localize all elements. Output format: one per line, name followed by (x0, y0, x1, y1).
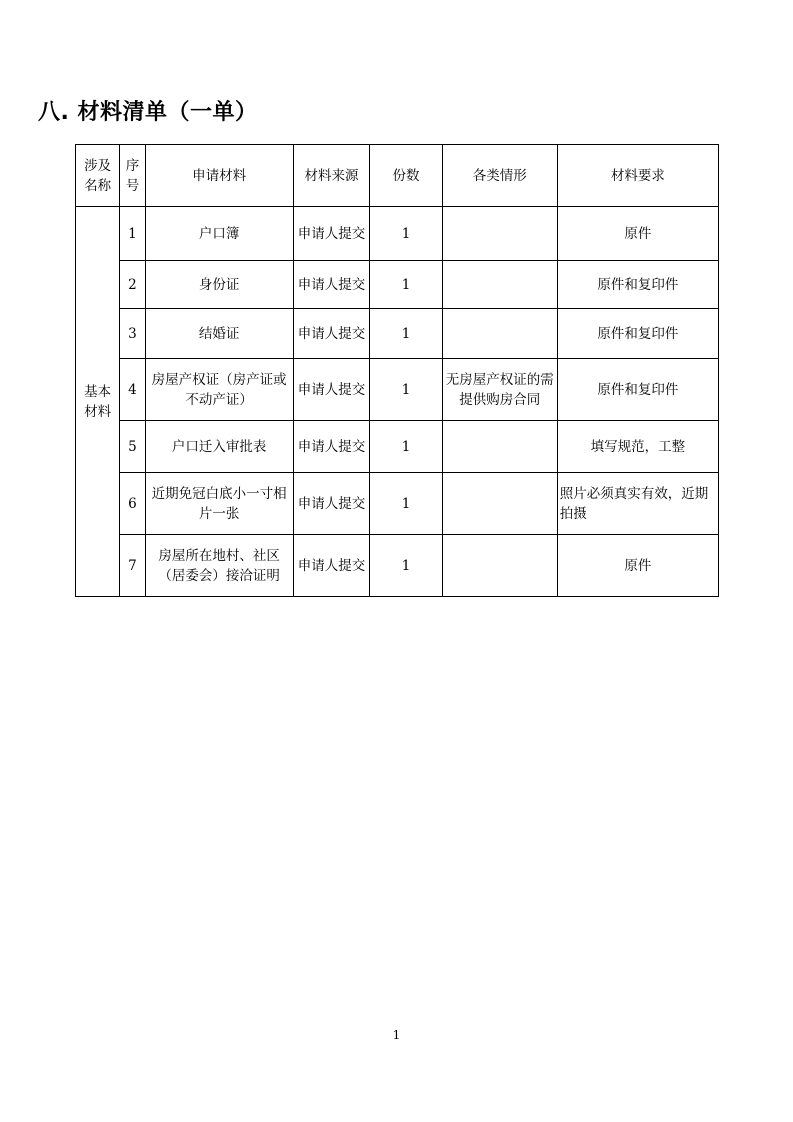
header-name: 申请材料 (145, 145, 293, 207)
table-row (76, 535, 719, 597)
row-name: 近期免冠白底小一寸相片一张 (145, 473, 293, 535)
row-no: 7 (120, 535, 145, 597)
row-case (442, 207, 557, 261)
row-count: 1 (370, 261, 443, 309)
row-source: 申请人提交 (293, 535, 370, 597)
table-header-row (76, 145, 719, 207)
row-name: 身份证 (145, 261, 293, 309)
row-count: 1 (370, 359, 443, 421)
header-case: 各类情形 (442, 145, 557, 207)
row-requirement: 填写规范，工整 (557, 421, 718, 473)
row-count: 1 (370, 421, 443, 473)
row-count: 1 (370, 473, 443, 535)
table-row (76, 473, 719, 535)
row-no: 2 (120, 261, 145, 309)
row-name: 户口簿 (145, 207, 293, 261)
row-name: 房屋所在地村、社区（居委会）接洽证明 (145, 535, 293, 597)
row-no: 3 (120, 309, 145, 359)
row-source: 申请人提交 (293, 309, 370, 359)
row-no: 1 (120, 207, 145, 261)
row-source: 申请人提交 (293, 261, 370, 309)
materials-table (75, 144, 719, 597)
header-category: 涉及名称 (76, 145, 120, 207)
row-requirement: 原件 (557, 535, 718, 597)
row-name: 户口迁入审批表 (145, 421, 293, 473)
row-name: 房屋产权证（房产证或不动产证） (145, 359, 293, 421)
row-requirement: 照片必须真实有效，近期拍摄 (557, 473, 718, 535)
row-case (442, 421, 557, 473)
row-source: 申请人提交 (293, 473, 370, 535)
header-requirement: 材料要求 (557, 145, 718, 207)
table-row (76, 359, 719, 421)
row-source: 申请人提交 (293, 359, 370, 421)
row-requirement: 原件 (557, 207, 718, 261)
header-source: 材料来源 (293, 145, 370, 207)
row-no: 6 (120, 473, 145, 535)
row-count: 1 (370, 207, 443, 261)
row-requirement: 原件和复印件 (557, 261, 718, 309)
row-count: 1 (370, 535, 443, 597)
row-requirement: 原件和复印件 (557, 309, 718, 359)
row-case: 无房屋产权证的需提供购房合同 (442, 359, 557, 421)
table-row (76, 421, 719, 473)
row-source: 申请人提交 (293, 421, 370, 473)
row-no: 5 (120, 421, 145, 473)
category-cell: 基本材料 (76, 207, 120, 597)
row-source: 申请人提交 (293, 207, 370, 261)
row-case (442, 261, 557, 309)
page-number: 1 (392, 1028, 401, 1042)
row-no: 4 (120, 359, 145, 421)
row-case (442, 309, 557, 359)
section-heading: 八. 材料清单（一单） (38, 100, 258, 125)
row-name: 结婚证 (145, 309, 293, 359)
row-requirement: 原件和复印件 (557, 359, 718, 421)
header-no: 序号 (120, 145, 145, 207)
row-case (442, 473, 557, 535)
table-row (76, 207, 719, 261)
row-case (442, 535, 557, 597)
table-row (76, 261, 719, 309)
row-count: 1 (370, 309, 443, 359)
table-row (76, 309, 719, 359)
header-count: 份数 (370, 145, 443, 207)
